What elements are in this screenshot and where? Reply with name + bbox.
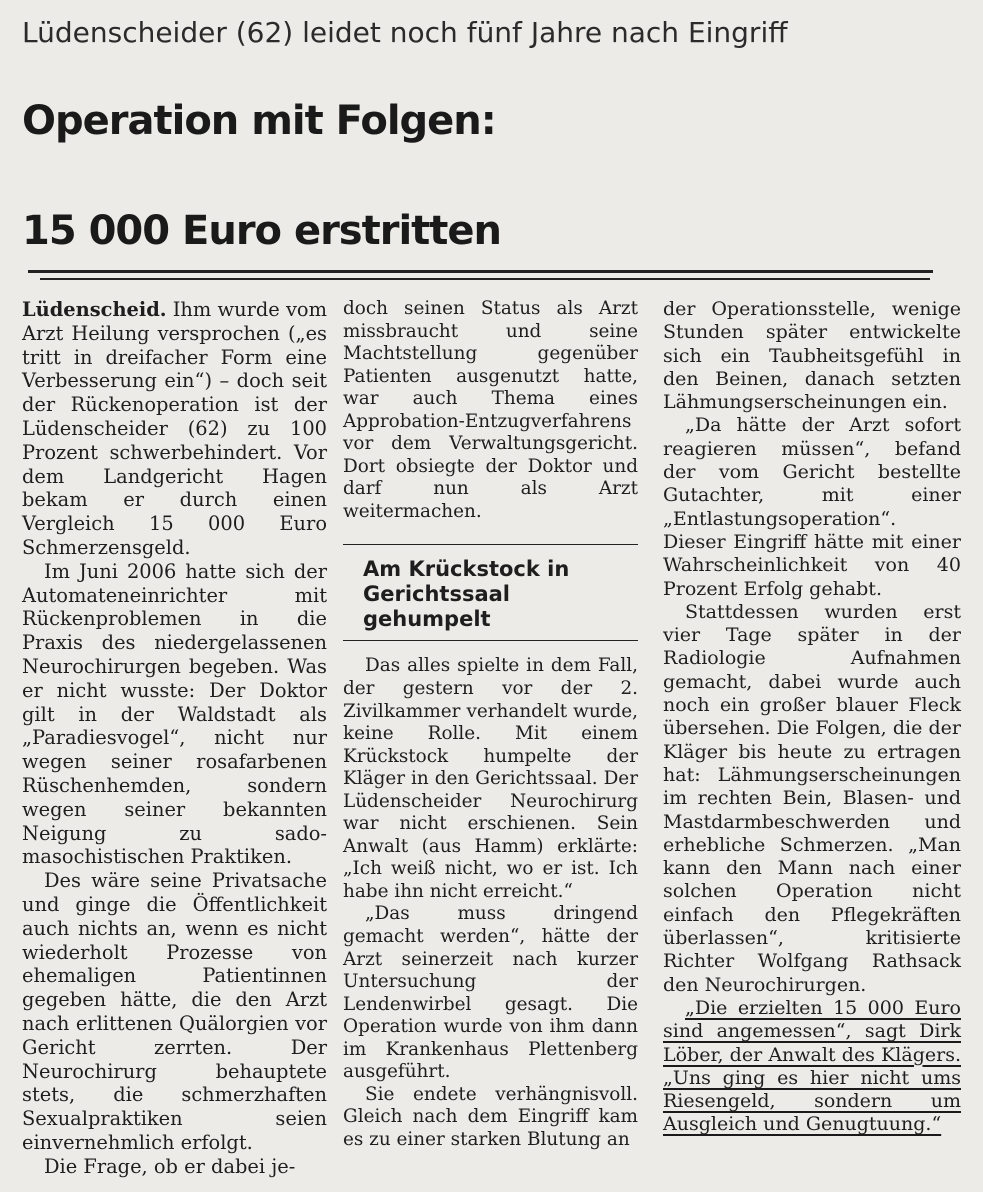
article-column-3 bbox=[663, 298, 961, 1137]
paragraph: „Da hätte der Arzt sofort reagieren müssen“, befand der vom Gericht bestellte Gutachter, mit einer „Entlastungsoperation“. Dieser Eingriff hätte mit einer Wahrscheinlichkeit von 40 Prozent Erfolg gehabt. bbox=[663, 414, 961, 600]
paragraph: „Das muss dringend gemacht werden“, hätte der Arzt seinerzeit nach kurzer Untersuchung der Lendenwirbel gesagt. Die Operation wurde von ihm dann im Krankenhaus Plettenberg ausgeführt. bbox=[343, 903, 638, 1083]
headline-rule-bottom bbox=[40, 278, 930, 280]
headline bbox=[22, 66, 972, 286]
paragraph: Im Juni 2006 hatte sich der Automateneinrichter mit Rückenproblemen in die Praxis des niedergelassenen Neurochirurgen begeben. Was er nicht wusste: Der Doktor gilt in der Waldstadt als „Paradiesvogel“, nicht nur wegen seiner rosafarbenen Rüschenhemden, sondern wegen seiner bekannten Neigung zu sado-masochistischen Praktiken. bbox=[22, 559, 327, 869]
underlined-quote: „Die erzielten 15 000 Euro sind angemessen“, sagt Dirk Löber, der Anwalt des Klägers. „Uns ging es hier nicht ums Riesengeld, sondern um Ausgleich und Genugtuung.“ bbox=[663, 996, 961, 1136]
paragraph: doch seinen Status als Arzt missbraucht und seine Machtstellung gegenüber Patienten ausgenutzt hatte, war auch Thema eines Approbation-Entzugverfahrens vor dem Verwaltungsgericht. Dort obsiegte der Doktor und darf nun als Arzt weitermachen. bbox=[343, 298, 638, 522]
headline-line-2: 15 000 Euro erstritten bbox=[22, 208, 502, 254]
subheading: Am Krückstock in Gerichtssaal gehumpelt bbox=[343, 544, 638, 641]
headline-line-1: Operation mit Folgen: bbox=[22, 98, 496, 144]
article-column-1 bbox=[22, 298, 327, 1178]
paragraph: Das alles spielte in dem Fall, der gestern vor der 2. Zivilkammer verhandelt wurde, keine Rolle. Mit einem Krückstock humpelte der Kläger in den Gerichtssaal. Der Lüdenscheider Neurochirurg war nicht erschienen. Sein Anwalt (aus Hamm) erklärte: „Ich weiß nicht, wo er ist. Ich habe ihn nicht erreicht.“ bbox=[343, 655, 638, 902]
paragraph: Des wäre seine Privatsache und ginge die Öffentlichkeit auch nichts an, wenn es nicht wiederholt Prozesse von ehemaligen Patientinnen gegeben hätte, die den Arzt nach erlittenen Quälorgien vor Gericht zerrten. Der Neurochirurg behauptete stets, die schmerzhaften Sexualpraktiken seien einvernehmlich erfolgt. bbox=[22, 869, 327, 1154]
paragraph: Sie endete verhängnisvoll. Gleich nach dem Eingriff kam es zu einer starken Blutung an bbox=[343, 1083, 638, 1150]
paragraph-text: Ihm wurde vom Arzt Heilung versprochen („es tritt in dreifacher Form eine Verbesserung ein“) – doch seit der Rückenoperation ist der Lüdenscheider (62) zu 100 Prozent schwerbehindert. Vor dem Landgericht Hagen bekam er durch einen Vergleich 15 000 Euro Schmerzensgeld. bbox=[22, 298, 327, 559]
dateline: Lüdenscheid. bbox=[22, 298, 167, 321]
paragraph: Die Frage, ob er dabei je- bbox=[44, 1154, 296, 1178]
headline-rule-top bbox=[28, 270, 933, 273]
paragraph bbox=[663, 997, 961, 1137]
paragraph: der Operationsstelle, wenige Stunden später entwickelte sich ein Taubheitsgefühl in den Beinen, danach setzten Lähmungserscheinungen ein. bbox=[663, 298, 961, 414]
paragraph: Stattdessen wurden erst vier Tage später in der Radiologie Aufnahmen gemacht, dabei wurde auch noch ein großer blauer Fleck übersehen. Die Folgen, die der Kläger bis heute zu ertragen hat: Lähmungserscheinungen im rechten Bein, Blasen- und Mastdarmbeschwerden und erhebliche Schmerzen. „Man kann den Mann nach einer solchen Operation nicht einfach den Pflegekräften überlassen“, kritisierte Richter Wolfgang Rathsack den Neurochirurgen. bbox=[663, 600, 961, 996]
kicker-line: Lüdenscheider (62) leidet noch fünf Jahre nach Eingriff bbox=[22, 16, 788, 49]
article-column-2 bbox=[343, 298, 638, 1152]
paragraph bbox=[22, 298, 327, 560]
